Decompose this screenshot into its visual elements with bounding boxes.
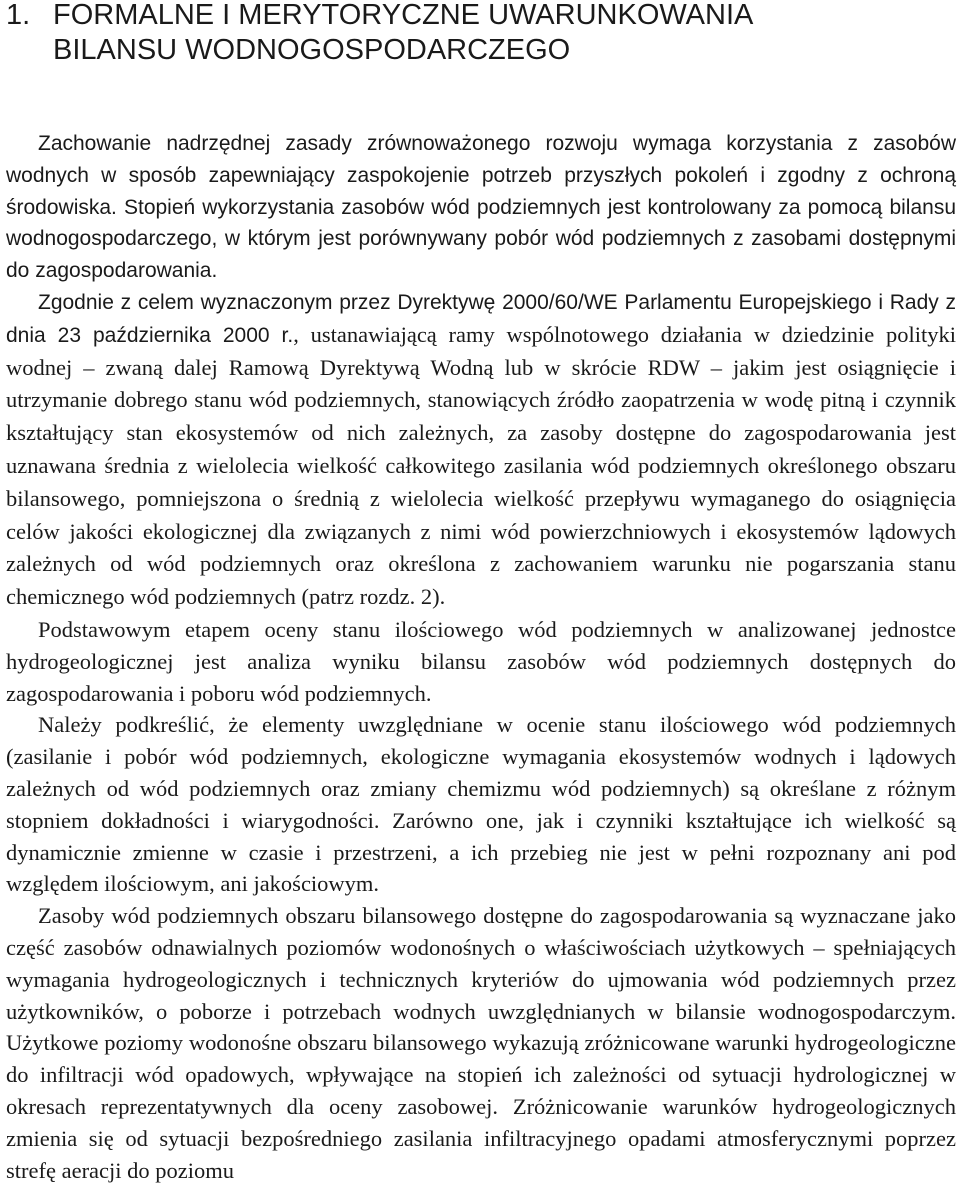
section-heading [6, 0, 956, 68]
paragraph-4-text: Należy podkreślić, że elementy uwzględniane w ocenie stanu ilościowego wód podziemnych (zasilanie i pobór wód podziemnych, ekologiczne wymagania ekosystemów wodnych i lądowych zależnych od wód podziemnych oraz zmiany chemizmu wód podziemnych) są określane z różnym stopniem dokładności i wiarygodności. Zarówno one, jak i czynniki kształtujące ich wielkość są dynamicznie zmienne w czasie i przestrzeni, a ich przebieg nie jest w pełni rozpoznany ani pod względem ilościowym, ani jakościowym. [6, 712, 956, 897]
paragraph-5 [6, 900, 956, 1186]
paragraph-1 [6, 128, 956, 287]
paragraph-2 [6, 287, 956, 614]
paragraph-5-text: Zasoby wód podziemnych obszaru bilansowego dostępne do zagospodarowania są wyznaczane jako część zasobów odnawialnych poziomów wodonośnych o właściwościach użytkowych – spełniających wymagania hydrogeologicznych i technicznych kryteriów do ujmowania wód podziemnych przez użytkowników, o poborze i potrzebach wodnych uwzględnianych w bilansie wodnogospodarczym. Użytkowe poziomy wodonośne obszaru bilansowego wykazują zróżnicowane warunki hydrogeologiczne do infiltracji wód opadowych, wpływające na stopień ich zależności od sytuacji hydrologicznej w okresach reprezentatywnych dla oceny zasobowej. Zróżnicowanie warunków hydrogeologicznych zmienia się od sytuacji bezpośredniego zasilania infiltracyjnego opadami atmosferycznymi poprzez strefę aeracji do poziomu [6, 903, 956, 1183]
body-text [6, 128, 956, 1186]
paragraph-3 [6, 614, 956, 709]
section-number: 1. [6, 0, 31, 31]
section-title-line-2: BILANSU WODNOGOSPODARCZEGO [53, 34, 571, 66]
paragraph-1-text: Zachowanie nadrzędnej zasady zrównoważonego rozwoju wymaga korzystania z zasobów wodnych w sposób zapewniający zaspokojenie potrzeb przyszłych pokoleń i zgodny z ochroną środowiska. Stopień wykorzystania zasobów wód podziemnych jest kontrolowany za pomocą bilansu wodnogospodarczego, w którym jest porównywany pobór wód podziemnych z zasobami dostępnymi do zagospodarowania. [6, 132, 956, 283]
paragraph-4 [6, 709, 956, 900]
paragraph-3-text: Podstawowym etapem oceny stanu ilościowego wód podziemnych w analizowanej jednostce hydrogeologicznej jest analiza wyniku bilansu zasobów wód podziemnych dostępnych do zagospodarowania i poboru wód podziemnych. [6, 616, 956, 706]
paragraph-2-text-serif: , ustanawiającą ramy wspólnotowego działania w dziedzinie polityki wodnej – zwaną dalej Ramową Dyrektywą Wodną lub w skrócie RDW – jakim jest osiągnięcie i utrzymanie dobrego stanu wód podziemnych, stanowiących źródło zaopatrzenia w wodę pitną i czynnik kształtujący stan ekosystemów od nich zależnych, za zasoby dostępne do zagospodarowania jest uznawana średnia z wielolecia wielkość całkowitego zasilania wód podziemnych określonego obszaru bilansowego, pomniejszona o średnią z wielolecia wielkość przepływu wymaganego do osiągnięcia celów jakości ekologicznej dla związanych z nimi wód powierzchniowych i ekosystemów lądowych zależnych od wód podziemnych oraz określona z zachowaniem warunku nie pogarszania stanu chemicznego wód podziemnych (patrz rozdz. 2). [6, 321, 956, 610]
paragraph-2-text-sans: Zgodnie z celem wyznaczonym przez Dyrektywę 2000/60/WE Parlamentu Europejskiego i Rady z dnia 23 października 2000 r. [6, 290, 956, 347]
section-title-line-1: FORMALNE I MERYTORYCZNE UWARUNKOWANIA [53, 0, 754, 31]
